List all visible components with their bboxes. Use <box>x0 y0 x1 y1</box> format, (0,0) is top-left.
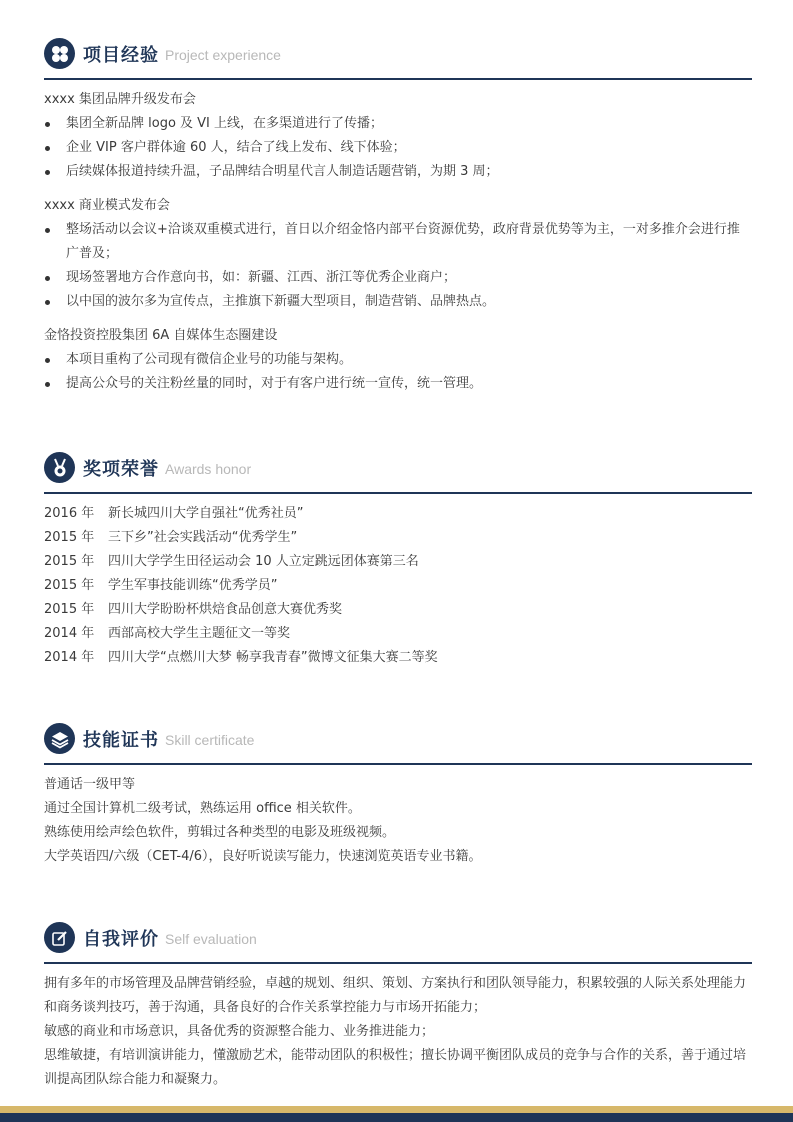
project-subtitle: Project experience <box>165 47 281 63</box>
awards-subtitle: Awards honor <box>165 461 252 477</box>
award-year: 2015 年 <box>44 530 95 545</box>
footer-navy-stripe <box>0 1113 793 1122</box>
footer-gold-stripe <box>0 1106 793 1113</box>
award-year: 2014 年 <box>44 650 95 665</box>
project-bullet: 以中国的波尔多为宣传点，主推旗下新疆大型项目，制造营销、品牌热点。 <box>44 290 752 314</box>
awards-header <box>44 452 752 494</box>
clover-icon <box>44 38 75 69</box>
award-text: 四川大学盼盼杯烘焙食品创意大赛优秀奖 <box>108 602 343 617</box>
project-section <box>44 38 752 396</box>
skills-content <box>44 765 752 869</box>
award-year: 2015 年 <box>44 554 95 569</box>
award-text: 新长城四川大学自强社“优秀社员” <box>108 506 304 521</box>
skill-line: 熟练使用绘声绘色软件，剪辑过各种类型的电影及班级视频。 <box>44 825 396 840</box>
medal-icon <box>44 452 75 483</box>
award-text: 三下乡”社会实践活动“优秀学生” <box>108 530 298 545</box>
award-row <box>44 526 752 550</box>
award-row <box>44 502 752 526</box>
project-bullet: 本项目重构了公司现有微信企业号的功能与架构。 <box>44 348 752 372</box>
skill-line: 大学英语四/六级（CET-4/6），良好听说读写能力，快速浏览英语专业书籍。 <box>44 849 482 864</box>
project-item <box>44 324 752 396</box>
self-eval-content <box>44 964 752 1092</box>
project-title: 项目经验 <box>83 45 159 66</box>
award-row <box>44 550 752 574</box>
award-text: 学生军事技能训练“优秀学员” <box>108 578 278 593</box>
project-bullet: 集团全新品牌 logo 及 VI 上线，在多渠道进行了传播； <box>44 112 752 136</box>
self-eval-subtitle: Self evaluation <box>165 931 257 947</box>
award-year: 2016 年 <box>44 506 95 521</box>
project-item <box>44 88 752 184</box>
layers-icon <box>44 723 75 754</box>
project-bullet: 后续媒体报道持续升温，子品牌结合明星代言人制造话题营销，为期 3 周； <box>44 160 752 184</box>
self-eval-section <box>44 922 752 1092</box>
project-item-title: 金恪投资控股集团 6A 自媒体生态圈建设 <box>44 328 278 343</box>
project-item-title: xxxx 商业模式发布会 <box>44 198 170 213</box>
self-eval-paragraph: 拥有多年的市场管理及品牌营销经验，卓越的规划、组织、策划、方案执行和团队领导能力，积累较强的人际关系处理能力和商务谈判技巧，善于沟通，具备良好的合作关系掌控能力与市场开拓能力； <box>44 976 747 1015</box>
project-header <box>44 38 752 80</box>
skills-section <box>44 723 752 869</box>
award-row <box>44 574 752 598</box>
skill-line: 通过全国计算机二级考试，熟练运用 office 相关软件。 <box>44 801 361 816</box>
project-item-title: xxxx 集团品牌升级发布会 <box>44 92 196 107</box>
award-year: 2014 年 <box>44 626 95 641</box>
edit-icon <box>44 922 75 953</box>
award-row <box>44 646 752 670</box>
project-bullet: 整场活动以会议+洽谈双重模式进行，首日以介绍金恪内部平台资源优势，政府背景优势等为主，一对多推介会进行推广普及； <box>44 218 752 266</box>
skills-title: 技能证书 <box>83 730 159 751</box>
awards-section <box>44 452 752 670</box>
award-row <box>44 622 752 646</box>
award-row <box>44 598 752 622</box>
project-content <box>44 80 752 396</box>
skills-subtitle: Skill certificate <box>165 732 255 748</box>
award-text: 西部高校大学生主题征文一等奖 <box>108 626 291 641</box>
awards-title: 奖项荣誉 <box>83 459 159 480</box>
award-text: 四川大学“点燃川大梦 畅享我青春”微博文征集大赛二等奖 <box>108 650 438 665</box>
self-eval-paragraph: 敏感的商业和市场意识，具备优秀的资源整合能力、业务推进能力； <box>44 1024 435 1039</box>
self-eval-paragraph: 思维敏捷，有培训演讲能力，懂激励艺术，能带动团队的积极性；擅长协调平衡团队成员的竞争与合作的关系，善于通过培训提高团队综合能力和凝聚力。 <box>44 1048 747 1087</box>
awards-content <box>44 494 752 670</box>
project-bullet: 提高公众号的关注粉丝量的同时，对于有客户进行统一宣传，统一管理。 <box>44 372 752 396</box>
skills-header <box>44 723 752 765</box>
skill-line: 普通话一级甲等 <box>44 777 136 792</box>
self-eval-header <box>44 922 752 964</box>
award-text: 四川大学学生田径运动会 10 人立定跳远团体赛第三名 <box>108 554 419 569</box>
project-bullet: 企业 VIP 客户群体逾 60 人，结合了线上发布、线下体验； <box>44 136 752 160</box>
award-year: 2015 年 <box>44 602 95 617</box>
project-item <box>44 194 752 314</box>
award-year: 2015 年 <box>44 578 95 593</box>
project-bullet: 现场签署地方合作意向书，如：新疆、江西、浙江等优秀企业商户； <box>44 266 752 290</box>
self-eval-title: 自我评价 <box>83 929 159 950</box>
